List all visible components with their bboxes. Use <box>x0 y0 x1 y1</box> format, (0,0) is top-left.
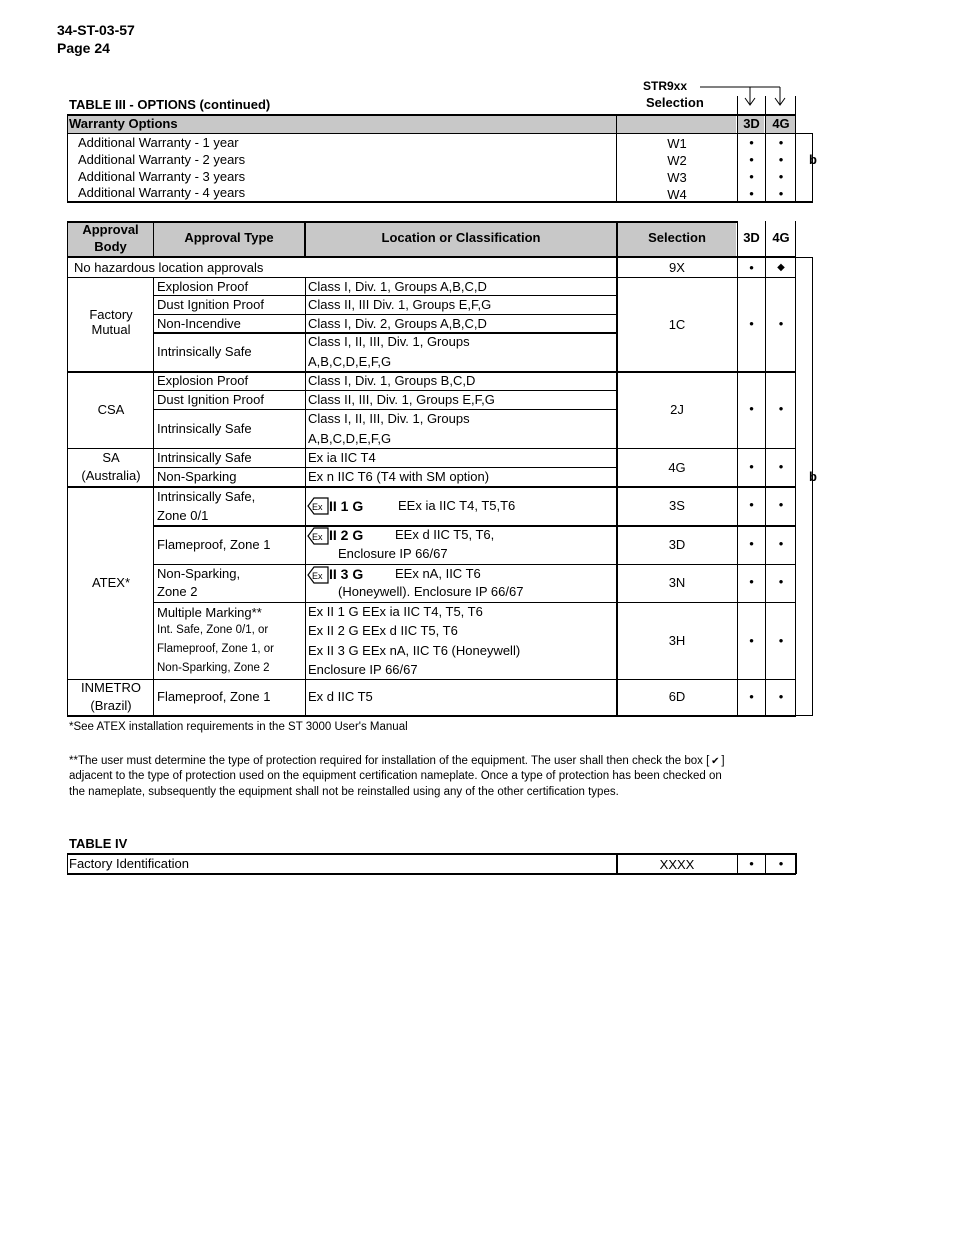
atex-location: EEx ia IIC T4, T5,T6 <box>398 498 516 513</box>
bullet-4g: • <box>778 856 784 871</box>
atex-mark: II 3 G <box>329 566 364 582</box>
multi-marking-type: Multiple Marking** <box>157 605 262 620</box>
atex-mark: II 1 G <box>329 498 364 514</box>
bullet-4g: • <box>778 689 784 704</box>
fm-type: Dust Ignition Proof <box>157 297 264 312</box>
bullet-4g: • <box>778 152 784 167</box>
csa-type: Explosion Proof <box>157 373 249 388</box>
atex-location: Enclosure IP 66/67 <box>338 546 448 561</box>
no-approval-label: No hazardous location approvals <box>74 260 264 275</box>
selection-code: 3H <box>668 633 686 648</box>
bullet-4g: • <box>778 459 784 474</box>
atex-type: Flameproof, Zone 1 <box>157 537 271 552</box>
multi-marking-location: Ex II 3 G EEx nA, IIC T6 (Honeywell) <box>308 643 521 658</box>
atex-type: Zone 0/1 <box>157 508 209 523</box>
approval-body-fm: Factory Mutual <box>89 307 133 337</box>
multi-marking-detail: Int. Safe, Zone 0/1, or <box>157 624 269 636</box>
fm-location: Class I, Div. 1, Groups A,B,C,D <box>308 279 487 294</box>
bullet-4g: • <box>778 497 784 512</box>
user-note-line2: adjacent to the type of protection used on the equipment certification nameplate. Once a type of protection has been checked on <box>69 770 722 782</box>
warranty-label: Additional Warranty - 4 years <box>78 185 246 200</box>
warranty-header: Warranty Options <box>69 116 178 131</box>
fm-location: Class I, II, III, Div. 1, Groups <box>308 334 470 349</box>
atex-type: Non-Sparking, <box>157 566 241 581</box>
bullet-3d: • <box>749 152 754 167</box>
bullet-3d: • <box>749 689 754 704</box>
selection-code: 3N <box>668 575 686 590</box>
bullet-3d: • <box>749 574 754 589</box>
side-marker-b: b <box>809 152 817 167</box>
factory-id-label: Factory Identification <box>69 856 189 871</box>
selection-header: Selection <box>646 95 704 110</box>
warranty-code: W2 <box>667 153 687 168</box>
inmetro-type: Flameproof, Zone 1 <box>157 689 271 704</box>
atex-mark: II 2 G <box>329 527 364 543</box>
ex-marking-icon <box>307 497 329 520</box>
csa-location: Class II, III, Div. 1, Groups E,F,G <box>308 392 495 407</box>
warranty-code: W4 <box>667 187 687 202</box>
header-3d: 3D <box>743 230 760 245</box>
selection-code: 6D <box>668 689 686 704</box>
warranty-label: Additional Warranty - 1 year <box>78 135 239 150</box>
side-marker-b: b <box>809 469 817 484</box>
table-iii-title: TABLE III - OPTIONS (continued) <box>69 97 271 112</box>
sa-location: Ex n IIC T6 (T4 with SM option) <box>308 469 490 484</box>
sa-type: Non-Sparking <box>157 469 237 484</box>
header-4g: 4G <box>772 230 790 245</box>
bullet-3d: • <box>749 536 754 551</box>
bullet-4g: • <box>778 169 784 184</box>
bullet-3d: • <box>749 135 754 150</box>
bullet-4g: • <box>778 316 784 331</box>
user-note-line1: **The user must determine the type of protection required for installation of the equipment. The user shall then check the box [ ✔ ] <box>69 755 725 767</box>
selection-code: 9X <box>669 260 685 275</box>
bullet-3d: • <box>749 459 754 474</box>
atex-type: Zone 2 <box>157 584 198 599</box>
selection-code: 3S <box>669 498 685 513</box>
col-4g-header: 4G <box>772 116 790 131</box>
ex-marking-icon <box>307 527 329 550</box>
approval-body-sa: SA <box>102 450 120 465</box>
bullet-3d: • <box>749 186 754 201</box>
header-selection: Selection <box>648 230 706 245</box>
ex-marking-icon <box>307 566 329 589</box>
warranty-code: W3 <box>667 170 687 185</box>
approval-body-atex: ATEX* <box>91 575 131 590</box>
bullet-4g: • <box>778 186 784 201</box>
approval-body-csa: CSA <box>97 402 125 417</box>
header-approval-type: Approval Type <box>184 230 274 245</box>
multi-marking-detail: Non-Sparking, Zone 2 <box>157 662 270 674</box>
bullet-4g: • <box>778 633 784 648</box>
selection-code: 3D <box>668 537 686 552</box>
bullet-4g: • <box>778 574 784 589</box>
page-number: Page 24 <box>57 40 110 56</box>
sa-location: Ex ia IIC T4 <box>308 450 376 465</box>
bullet-4g: • <box>778 536 784 551</box>
atex-location: EEx nA, IIC T6 <box>395 566 481 581</box>
fm-type: Explosion Proof <box>157 279 249 294</box>
document-number: 34-ST-03-57 <box>57 22 135 38</box>
diamond-4g: ◆ <box>777 262 785 273</box>
bullet-3d: • <box>749 316 754 331</box>
bullet-3d: • <box>749 633 754 648</box>
svg-text:Ex: Ex <box>312 502 323 512</box>
csa-type: Dust Ignition Proof <box>157 392 264 407</box>
multi-marking-location: Ex II 1 G EEx ia IIC T4, T5, T6 <box>308 604 483 619</box>
bullet-4g: • <box>778 135 784 150</box>
csa-type: Intrinsically Safe <box>157 421 252 436</box>
approval-body-sa-country: (Australia) <box>81 468 141 483</box>
atex-location: (Honeywell). Enclosure IP 66/67 <box>338 584 524 599</box>
warranty-label: Additional Warranty - 2 years <box>78 152 246 167</box>
approval-body-inmetro-country: (Brazil) <box>90 698 132 713</box>
bullet-3d: • <box>749 260 754 275</box>
svg-text:Ex: Ex <box>312 532 323 542</box>
warranty-label: Additional Warranty - 3 years <box>78 169 246 184</box>
fm-location: A,B,C,D,E,F,G <box>308 354 392 369</box>
multi-marking-location: Ex II 2 G EEx d IIC T5, T6 <box>308 623 458 638</box>
table-iv-title: TABLE IV <box>69 836 128 851</box>
fm-type: Non-Incendive <box>157 316 241 331</box>
user-note-line3: the nameplate, subsequently the equipment shall not be reinstalled using any of the other certification types. <box>69 786 619 798</box>
model-label: STR9xx <box>643 79 688 93</box>
multi-marking-location: Enclosure IP 66/67 <box>308 662 418 677</box>
atex-type: Intrinsically Safe, <box>157 489 256 504</box>
csa-location: A,B,C,D,E,F,G <box>308 431 392 446</box>
multi-marking-detail: Flameproof, Zone 1, or <box>157 643 274 655</box>
col-3d-header: 3D <box>743 116 760 131</box>
atex-location: EEx d IIC T5, T6, <box>395 527 495 542</box>
inmetro-location: Ex d IIC T5 <box>308 689 373 704</box>
selection-code: 2J <box>670 402 684 417</box>
sa-type: Intrinsically Safe <box>157 450 252 465</box>
header-approval-body: Approval Body <box>82 222 139 254</box>
selection-code: 1C <box>668 317 686 332</box>
bullet-4g: • <box>778 401 784 416</box>
fm-location: Class I, Div. 2, Groups A,B,C,D <box>308 316 487 331</box>
approval-body-inmetro: INMETRO <box>81 680 141 695</box>
bullet-3d: • <box>749 169 754 184</box>
bullet-3d: • <box>749 497 754 512</box>
fm-type: Intrinsically Safe <box>157 344 252 359</box>
csa-location: Class I, II, III, Div. 1, Groups <box>308 411 470 426</box>
checkmark-icon: ✔ <box>711 756 720 767</box>
selection-arrows <box>700 82 790 112</box>
bullet-3d: • <box>749 856 754 871</box>
factory-id-code: XXXX <box>659 857 695 872</box>
header-location: Location or Classification <box>381 230 541 245</box>
selection-code: 4G <box>668 460 686 475</box>
atex-note: *See ATEX installation requirements in the ST 3000 User's Manual <box>69 721 408 733</box>
warranty-code: W1 <box>667 136 687 151</box>
svg-text:Ex: Ex <box>312 571 323 581</box>
bullet-3d: • <box>749 401 754 416</box>
fm-location: Class II, III Div. 1, Groups E,F,G <box>308 297 492 312</box>
csa-location: Class I, Div. 1, Groups B,C,D <box>308 373 476 388</box>
